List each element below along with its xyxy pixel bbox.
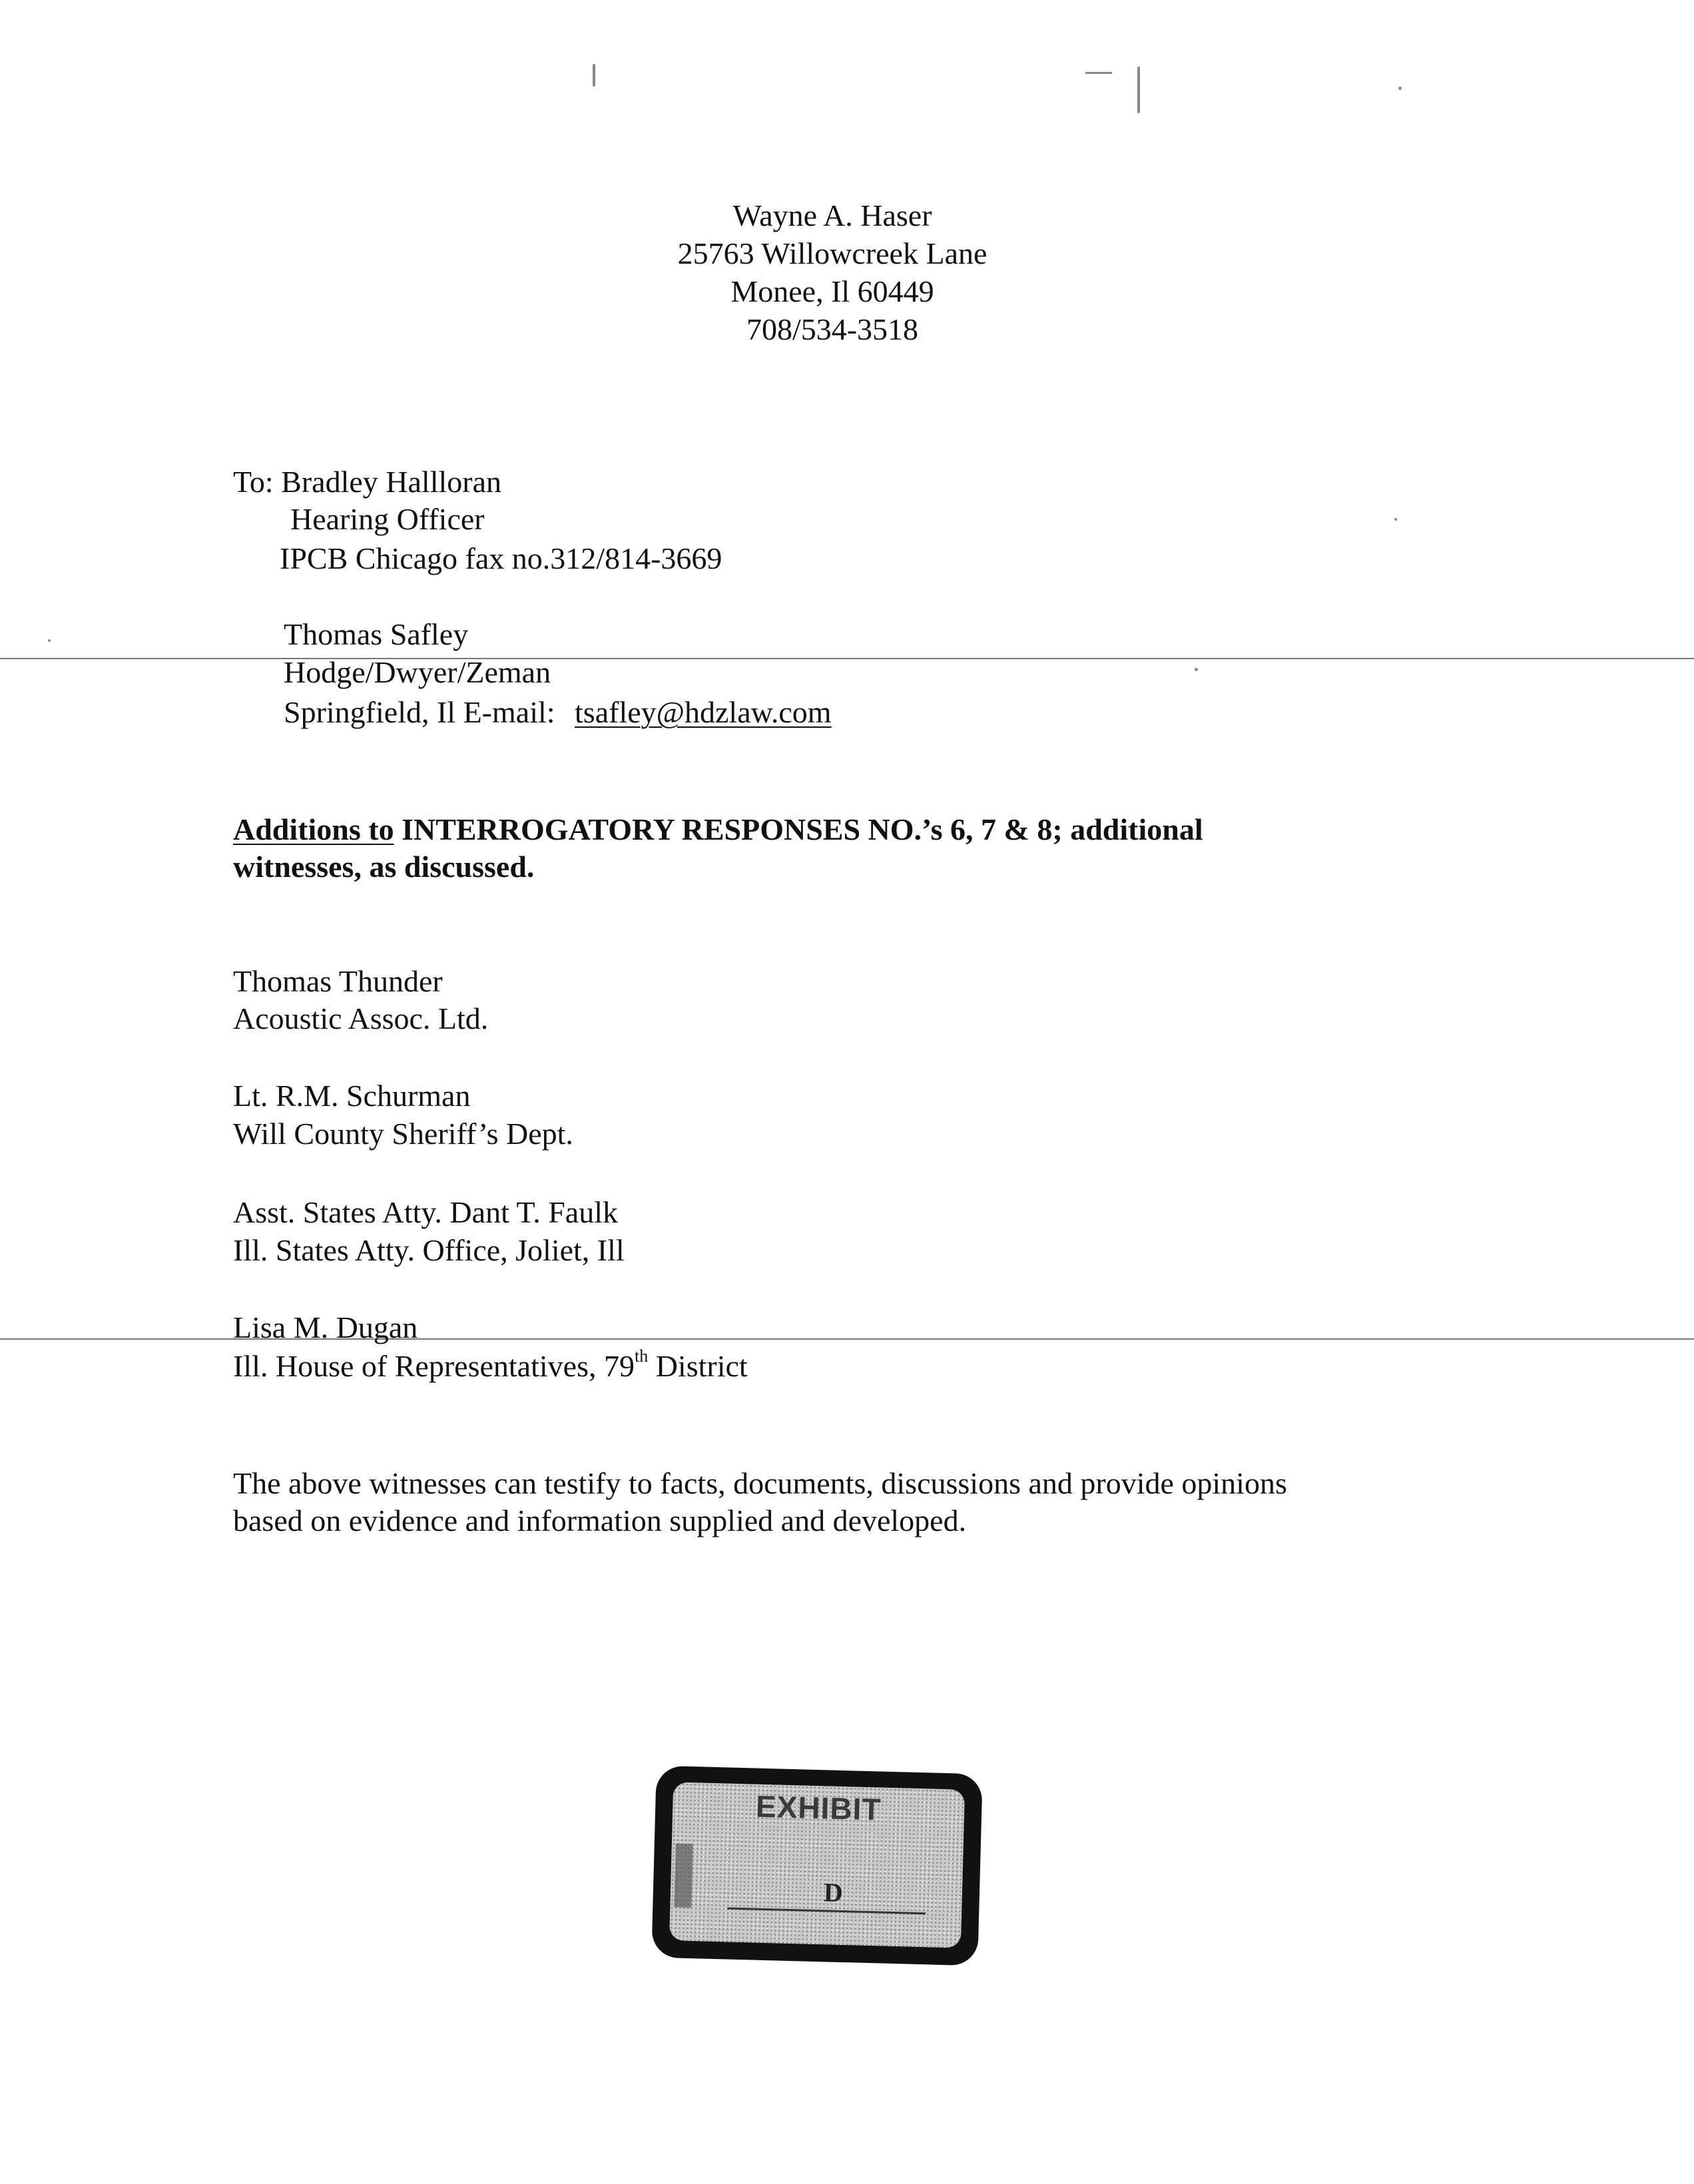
recipient-title: Hearing Officer [290, 502, 485, 536]
cc-city-email-label: Springfield, Il E-mail: [284, 695, 555, 729]
subject-line-1 [233, 811, 1203, 848]
scan-mark [593, 64, 595, 87]
scan-speck [1394, 518, 1397, 521]
recipient-org-fax: IPCB Chicago fax no.312/814-3669 [280, 541, 722, 575]
witness-4-name: Lisa M. Dugan [233, 1310, 418, 1344]
closing-line-1: The above witnesses can testify to facts, documents, discussions and provide opinions [233, 1466, 1287, 1500]
exhibit-stamp-letter: D [823, 1877, 844, 1908]
cc-name: Thomas Safley [284, 617, 469, 651]
recipient-to-line [233, 463, 501, 501]
exhibit-stamp-body [669, 1782, 965, 1948]
witness-1-name: Thomas Thunder [233, 964, 443, 998]
subject-title: INTERROGATORY RESPONSES NO.’s 6, 7 & 8; additional [402, 812, 1203, 846]
cc-contact-line [284, 694, 832, 731]
sender-city: Monee, Il 60449 [730, 274, 934, 308]
subject-line-2: witnesses, as discussed. [233, 850, 535, 884]
witness-3-affiliation: Ill. States Atty. Office, Joliet, Ill [233, 1233, 625, 1267]
scan-speck [1398, 87, 1402, 90]
subject-underlined: Additions to [233, 812, 394, 846]
sender-street: 25763 Willowcreek Lane [677, 236, 988, 270]
exhibit-stamp-title: EXHIBIT [755, 1788, 882, 1827]
witness-3-name: Asst. States Atty. Dant T. Faulk [233, 1195, 618, 1229]
witness-2-name: Lt. R.M. Schurman [233, 1079, 471, 1113]
cc-firm: Hodge/Dwyer/Zeman [284, 655, 551, 689]
scan-speck [1195, 668, 1198, 671]
recipient-name: Bradley Hallloran [281, 465, 501, 499]
witness-4-affiliation: Ill. House of Representatives, 79th District [233, 1346, 748, 1383]
witness-2-affiliation: Will County Sheriff’s Dept. [233, 1117, 573, 1151]
scan-mark [1137, 67, 1140, 113]
exhibit-stamp-side-mark [674, 1843, 693, 1908]
scan-mark [1085, 72, 1112, 74]
cc-email-link[interactable]: tsafley@hdzlaw.com [575, 695, 832, 729]
scan-line [0, 658, 1694, 659]
sender-name: Wayne A. Haser [732, 198, 932, 232]
witness-1-affiliation: Acoustic Assoc. Ltd. [233, 1001, 489, 1035]
exhibit-stamp-line [727, 1907, 926, 1914]
sender-phone: 708/534-3518 [746, 312, 919, 346]
scan-speck [48, 639, 51, 642]
exhibit-stamp [651, 1766, 982, 1966]
closing-line-2: based on evidence and information supplied and developed. [233, 1503, 967, 1537]
to-label: To: [233, 465, 274, 499]
